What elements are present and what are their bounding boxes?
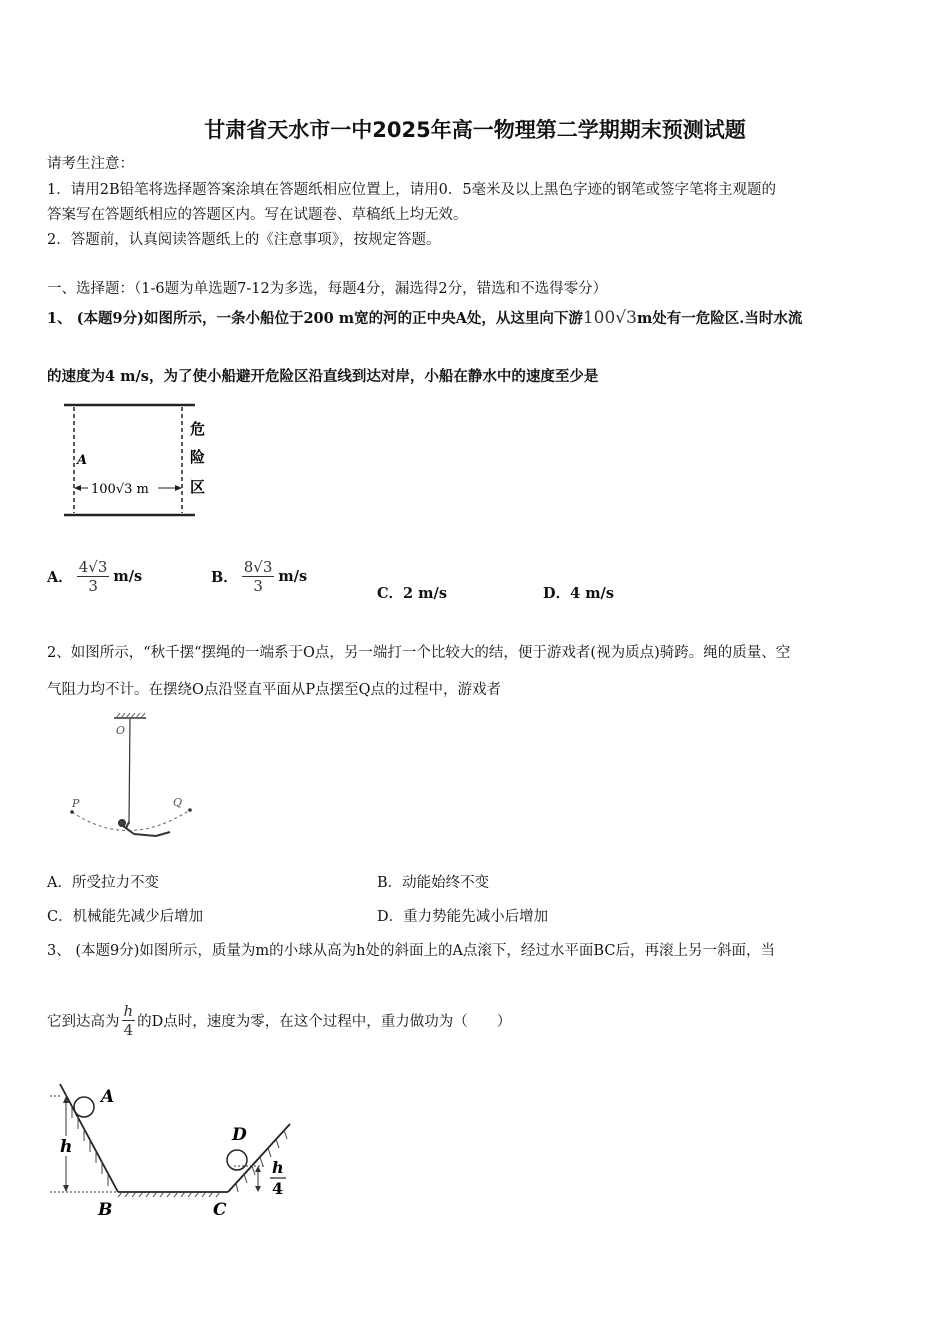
danger-zone-char: 区 <box>190 478 206 496</box>
fraction-numerator: h <box>123 1002 134 1020</box>
q1-option-b[interactable] <box>211 558 307 595</box>
fraction-denominator: 4 <box>123 1021 134 1039</box>
swing-arc <box>72 810 190 831</box>
swing-rope <box>129 719 130 824</box>
point-a-label: A <box>101 1087 115 1107</box>
q2-option-c[interactable]: C．机械能先减少后增加 <box>47 909 204 925</box>
page-title: 甘肃省天水市一中2025年高一物理第二学期期末预测试题 <box>204 118 746 142</box>
arrow-down-icon <box>63 1185 69 1192</box>
point-o-label: O <box>116 724 126 737</box>
arrow-up-icon <box>255 1166 261 1172</box>
arrow-right-icon <box>175 485 182 491</box>
q1-text-part: 1、 (本题9分)如图所示，一条小船位于200 m宽的河的正中央A处，从这里向下游 <box>47 310 583 327</box>
q1-text-part: m处有一危险区.当时水流 <box>636 310 803 327</box>
q2-option-d[interactable]: D．重力势能先减小后增加 <box>377 909 549 925</box>
point-a-label: A <box>77 453 88 468</box>
fraction-denominator: 3 <box>88 577 98 595</box>
notice-item: 答案写在答题纸相应的答题区内。写在试题卷、草稿纸上均无效。 <box>47 207 468 223</box>
q3-h-over-4-fraction <box>122 1002 136 1039</box>
fraction-numerator: 8√3 <box>243 558 273 576</box>
q1-option-d[interactable]: D．4 m/s <box>543 585 615 602</box>
notice-item: 2．答题前，认真阅读答题纸上的《注意事项》，按规定答题。 <box>47 232 441 248</box>
q1-option-a[interactable] <box>47 558 142 595</box>
option-unit: m/s <box>113 568 143 585</box>
h4-denominator: 4 <box>272 1179 284 1198</box>
q2-option-b[interactable]: B．动能始终不变 <box>377 875 490 891</box>
q1-option-c[interactable]: C．2 m/s <box>377 585 447 602</box>
q2-option-a[interactable]: A．所受拉力不变 <box>47 875 159 891</box>
q3-text-part: 的D点时，速度为零，在这个过程中，重力做功为（ ） <box>137 1014 512 1030</box>
h-label: h <box>60 1137 73 1157</box>
q1-text-line1 <box>47 307 802 328</box>
option-label: B． <box>211 569 238 586</box>
q2-text-line1: 2、如图所示，“秋千摆“摆绳的一端系于O点，另一端打一个比较大的结，便于游戏者(视为质点)骑跨。绳的质量、空 <box>47 645 791 661</box>
q3-text-line1: 3、 (本题9分)如图所示，质量为m的小球从高为h处的斜面上的A点滚下，经过水平面BC后，再滚上另一斜面，当 <box>47 943 775 959</box>
q1-river-figure <box>58 400 218 525</box>
point-b-label: B <box>98 1200 113 1220</box>
h4-numerator: h <box>272 1158 284 1177</box>
section-heading: 一、选择题：（1-6题为单选题7-12为多选，每题4分，漏选得2分，错选和不选得零分） <box>47 281 608 297</box>
point-p-dot <box>70 810 74 814</box>
point-q-dot <box>188 808 192 812</box>
arrow-down-icon <box>255 1186 261 1192</box>
point-d-label: D <box>232 1125 247 1145</box>
q2-swing-figure <box>60 712 210 852</box>
arrow-left-icon <box>74 485 81 491</box>
option-a-fraction <box>77 558 110 595</box>
fraction-numerator: 4√3 <box>78 558 108 576</box>
ball-a <box>74 1097 94 1117</box>
point-c-label: C <box>213 1200 227 1220</box>
option-unit: m/s <box>278 568 308 585</box>
ball-d <box>227 1150 247 1170</box>
point-q-label: Q <box>173 796 183 809</box>
q3-slope-figure <box>44 1078 304 1223</box>
danger-zone-char: 危 <box>190 420 206 438</box>
player-figure <box>119 820 170 836</box>
notice-heading: 请考生注意： <box>47 156 134 172</box>
q3-text-line2 <box>47 1002 511 1039</box>
q3-text-part: 它到达高为 <box>47 1014 120 1030</box>
notice-item: 1．请用2B铅笔将选择题答案涂填在答题纸相应位置上，请用0．5毫米及以上黑色字迹的钢笔或签字笔将主观题的 <box>47 182 777 198</box>
q1-text-line2: 的速度为4 m/s，为了使小船避开危险区沿直线到达对岸，小船在静水中的速度至少是 <box>47 368 599 385</box>
option-label: A． <box>47 569 73 586</box>
distance-label: 100√3 m <box>91 482 149 497</box>
point-p-label: P <box>72 797 80 810</box>
q1-sqrt-expression: 100√3 <box>582 308 637 328</box>
fraction-denominator: 3 <box>253 577 263 595</box>
danger-zone-char: 险 <box>190 448 206 466</box>
q2-text-line2: 气阻力均不计。在摆绕O点沿竖直平面从P点摆至Q点的过程中，游戏者 <box>47 682 502 698</box>
option-b-fraction <box>242 558 275 595</box>
